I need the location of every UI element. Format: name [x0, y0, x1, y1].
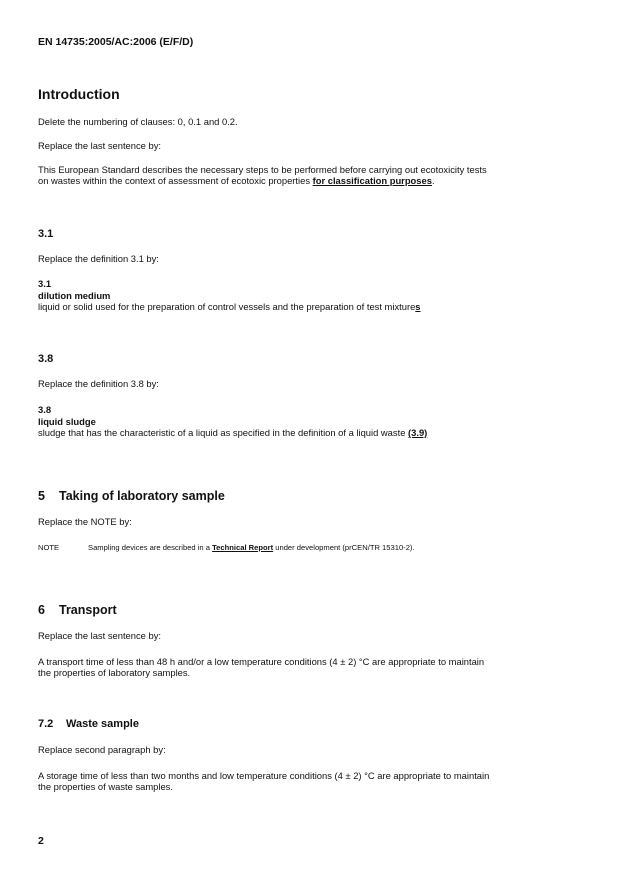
intro-paragraph-2: Replace the last sentence by: [38, 140, 161, 151]
section-7-2-title: Waste sample [66, 718, 139, 730]
intro-end: . [431, 175, 435, 186]
definition-3-8-bold: (3.9) [408, 427, 428, 438]
definition-3-1-text [38, 301, 421, 312]
section-6-heading [38, 603, 117, 617]
section-6-line-1: A transport time of less than 48 h and/or a low temperature conditions (4 ± 2) °C are appropriate to maintain [38, 656, 485, 667]
section-6-number: 6 [38, 603, 45, 617]
section-3-8-instruction: Replace the definition 3.8 by: [38, 378, 159, 389]
section-5-heading [38, 489, 225, 503]
section-7-2-number: 7.2 [38, 718, 54, 730]
introduction-title: Introduction [38, 86, 120, 102]
definition-3-8-number: 3.8 [38, 404, 52, 415]
intro-paragraph-3-line-1: This European Standard describes the necessary steps to be performed before carrying out ecotoxicity tests [38, 164, 487, 175]
document-header: EN 14735:2005/AC:2006 (E/F/D) [38, 36, 194, 48]
section-7-2-heading [38, 718, 139, 730]
section-5-note [38, 543, 415, 552]
note-bold-text: Technical Report [212, 543, 274, 552]
section-6-line-2: the properties of laboratory samples. [38, 667, 191, 678]
section-7-2-instruction: Replace second paragraph by: [38, 744, 166, 755]
section-3-1-heading: 3.1 [38, 228, 54, 240]
section-5-title: Taking of laboratory sample [59, 489, 225, 503]
definition-3-1-body: liquid or solid used for the preparation of control vessels and the preparation of test mixture [38, 301, 416, 312]
intro-text: on wastes within the context of assessment of ecotoxic properties [38, 175, 313, 186]
section-6-title: Transport [59, 603, 117, 617]
definition-3-8-text [38, 427, 427, 438]
intro-paragraph-1: Delete the numbering of clauses: 0, 0.1 and 0.2. [38, 116, 238, 127]
definition-3-1-term: dilution medium [38, 290, 111, 301]
note-end: under development (prCEN/TR 15310-2). [273, 543, 415, 552]
section-6-instruction: Replace the last sentence by: [38, 630, 161, 641]
page-number: 2 [38, 835, 44, 847]
note-text: Sampling devices are described in a [88, 543, 213, 552]
section-7-2-line-1: A storage time of less than two months and low temperature conditions (4 ± 2) °C are appropriate to maintain [38, 770, 490, 781]
section-7-2-line-2: the properties of waste samples. [38, 781, 173, 792]
definition-3-8-body: sludge that has the characteristic of a liquid as specified in the definition of a liquid waste [38, 427, 409, 438]
intro-bold-text: for classification purposes [312, 175, 432, 186]
section-5-number: 5 [38, 489, 45, 503]
intro-paragraph-3-line-2 [38, 175, 435, 186]
note-label: NOTE [38, 543, 60, 552]
definition-3-1-number: 3.1 [38, 278, 52, 289]
definition-3-8-term: liquid sludge [38, 416, 96, 427]
section-3-1-instruction: Replace the definition 3.1 by: [38, 253, 159, 264]
section-5-instruction: Replace the NOTE by: [38, 516, 132, 527]
definition-3-1-bold: s [415, 301, 421, 312]
section-3-8-heading: 3.8 [38, 353, 54, 365]
